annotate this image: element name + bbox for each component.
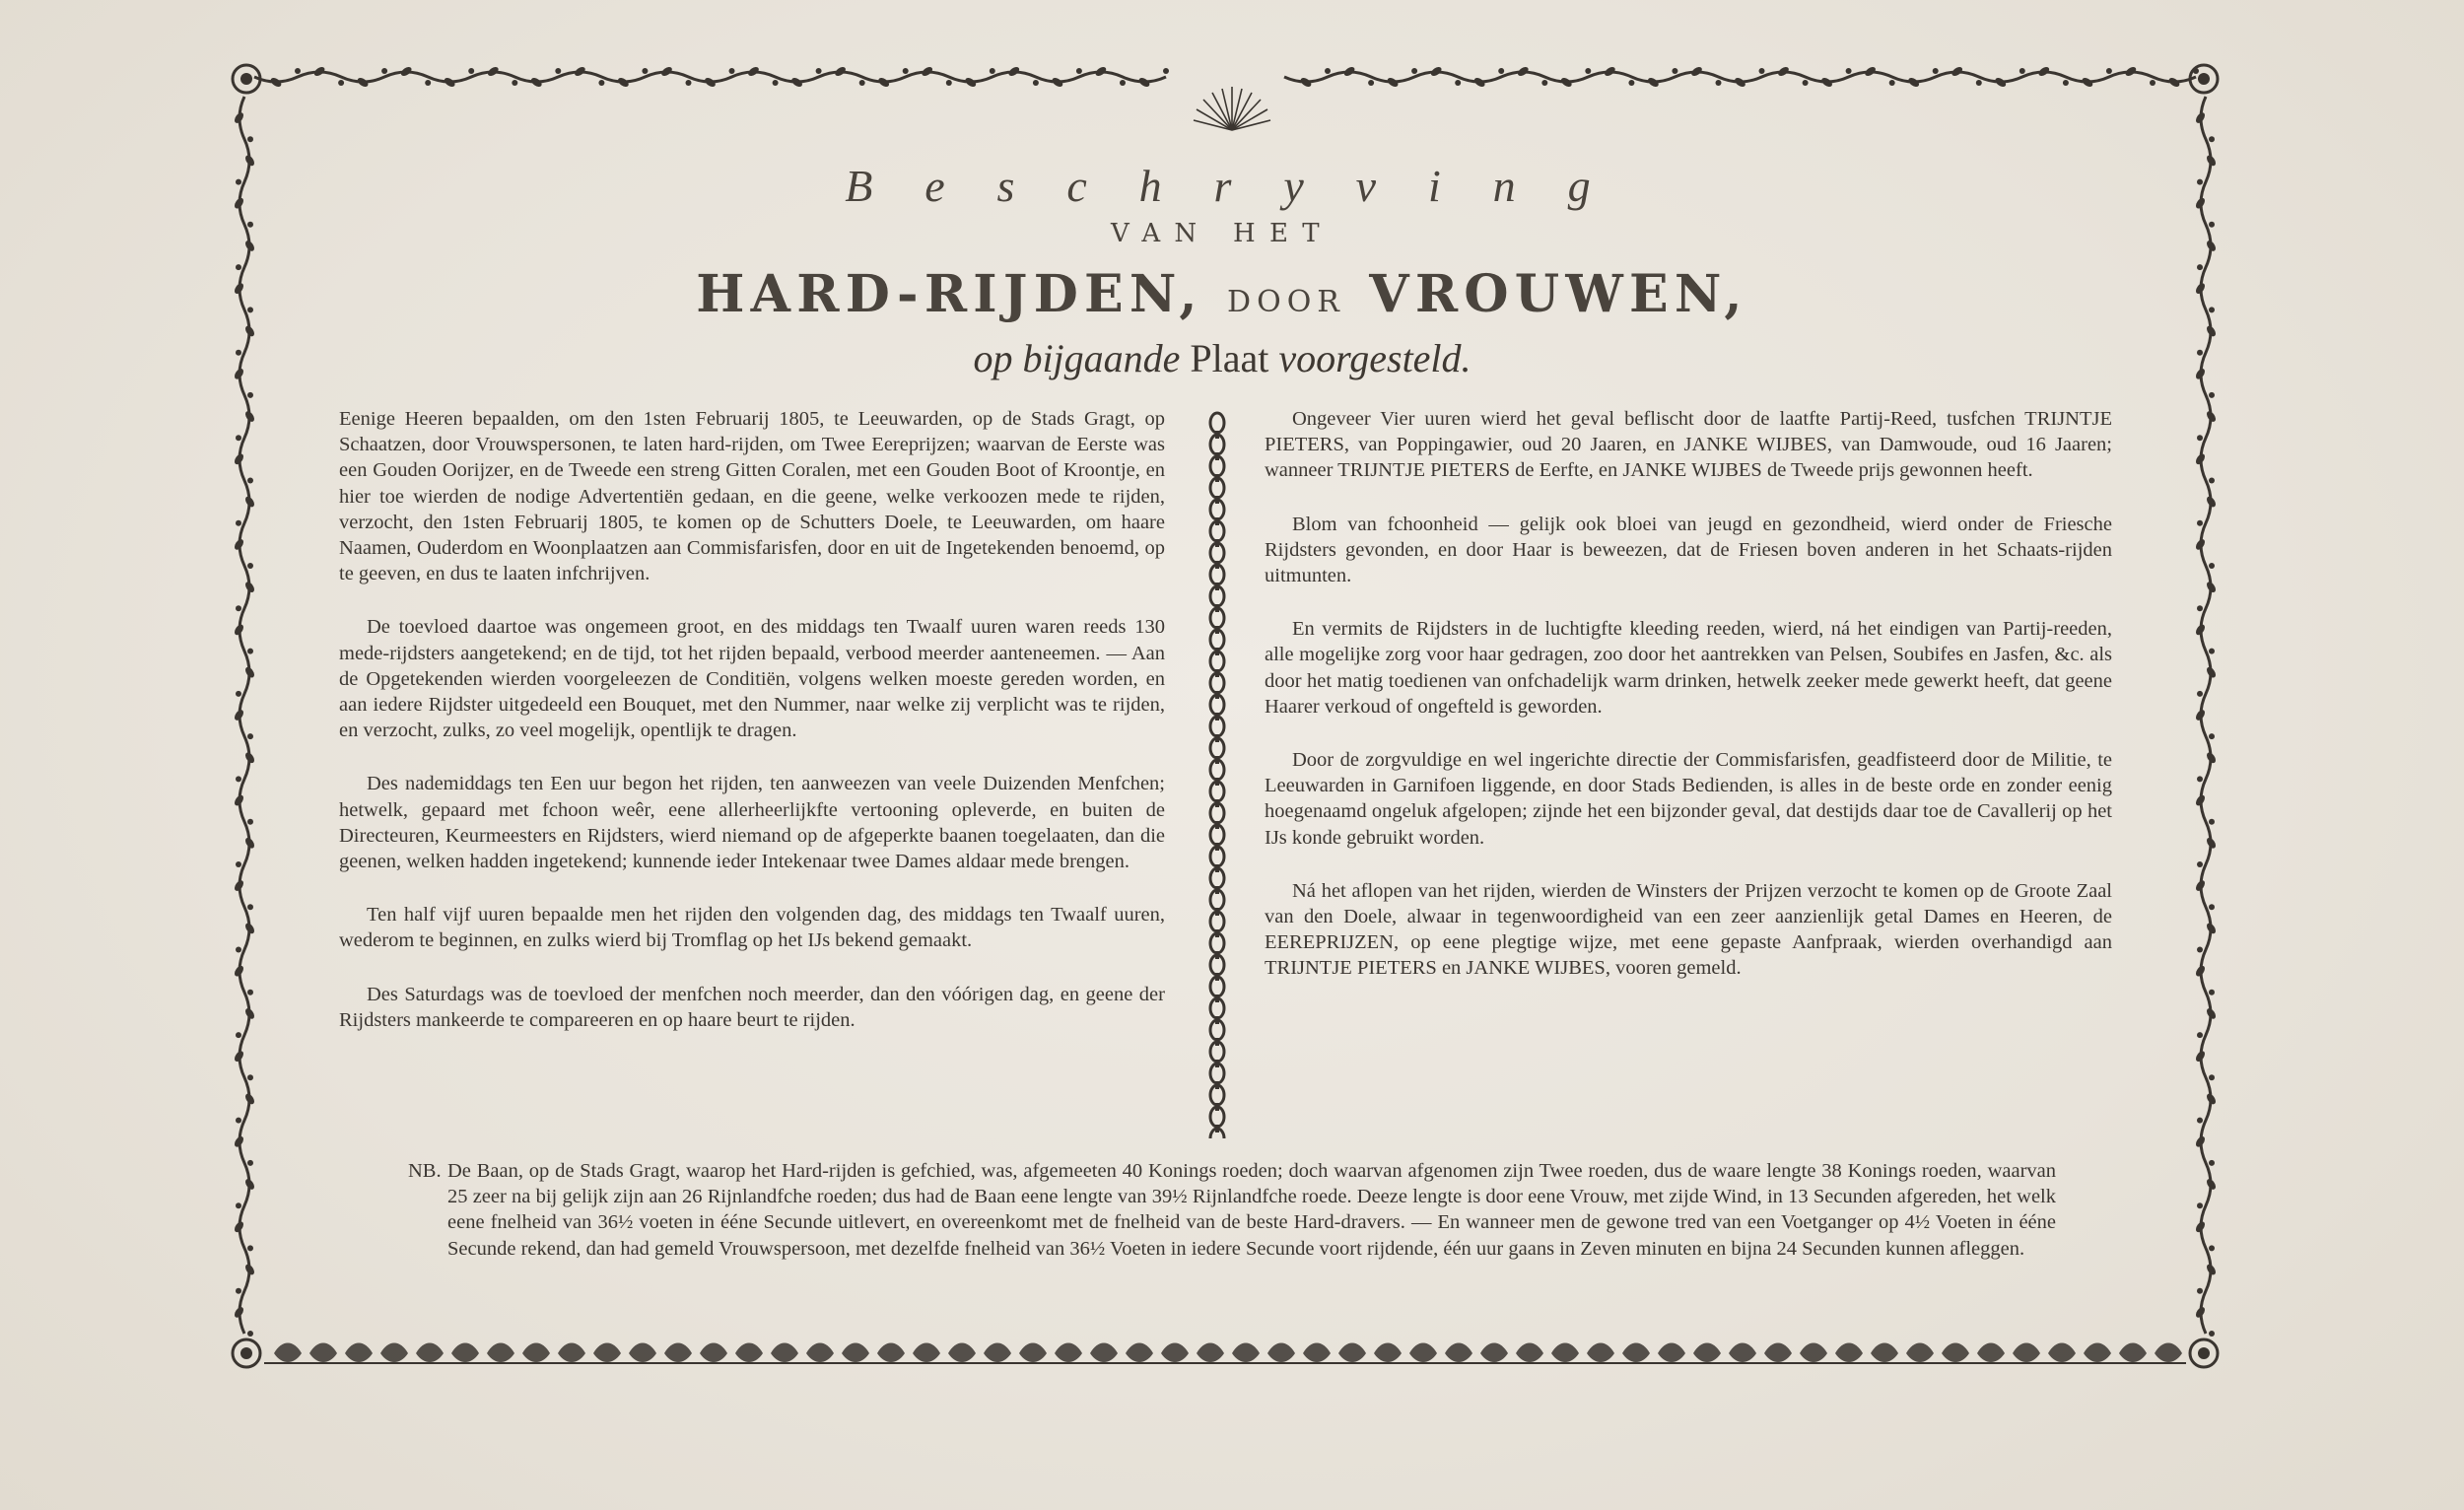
tagline-part-c: voorgesteld.	[1278, 336, 1472, 380]
tagline-part-b: Plaat	[1190, 336, 1269, 380]
title-script: B e s c h r y v i n g	[845, 161, 1600, 211]
title-sub: VAN HET	[1111, 219, 1334, 248]
tagline-part-a: op bijgaande	[973, 336, 1181, 380]
chain-divider	[1204, 409, 1230, 1138]
left-paragraph: Des Saturdags was de toevloed der menfchen noch meerder, dan den vóórigen dag, en geene der Rijdsters mankeerde te compareeren en op haare beurt te rijden.	[339, 983, 1165, 1031]
right-paragraph: Ná het aflopen van het rijden, wierden de Winsters der Prijzen verzocht te komen op de Groote Zaal van den Doele, alwaar in tegenwoordigheid van een zeer aanzienlijk getal Dames en Heeren, de EEREPRIJZEN, op eene plegtige wijze, met eene gepaste Aanfpraak, wierden overhandigd aan TRIJNTJE PIETERS en JANKE WIJBES, vooren gemeld.	[1265, 879, 2112, 980]
left-column	[339, 406, 1165, 1061]
right-paragraph: En vermits de Rijdsters in de luchtigfte kleeding reeden, wierd, ná het eindigen van Partij-reeden, alle mogelijke zorg voor haar gedragen, zoo door het aantrekken van Pelsen, Soubifes en Jasfen, &c. als door het matig toedienen van onfchadelijk warm drinken, hetwelk zeeker mede gewerkt heeft, dat geene Haarer verkoud of ongefteld is geworden.	[1265, 618, 2112, 718]
right-paragraph: Ongeveer Vier uuren wierd het geval beflischt door de laatfte Partij-Reed, tusfchen TRIJNTJE PIETERS, van Poppingawier, oud 20 Jaaren, en JANKE WIJBES, van Damwoude, oud 16 Jaaren; wanneer TRIJNTJE PIETERS de Eerfte, en JANKE WIJBES de Tweede prijs gewonnen heeft.	[1265, 408, 2112, 482]
right-paragraph: Door de zorgvuldige en wel ingerichte directie der Commisfarisfen, geadfisteerd door de Militie, te Leeuwarden in Garnifoen liggende, en door Stads Bedienden, is alles in de beste orde en zonder eenig hoegenaamd ongeluk afgelopen; zijnde het een bijzonder geval, dat destijds daar toe de Cavallerij op het IJs konde gebruikt worden.	[1265, 749, 2112, 849]
nb-note	[408, 1158, 2056, 1262]
left-paragraph: Ten half vijf uuren bepaalde men het rijden den volgenden dag, des middags ten Twaalf uuren, wederom te beginnen, en zulks wierd bij Tromflag op het IJs bekend gemaakt.	[339, 904, 1165, 952]
title-main	[335, 264, 2109, 324]
title-main-mid: DOOR	[1227, 285, 1345, 319]
left-paragraph: Eenige Heeren bepaalden, om den 1sten Februarij 1805, te Leeuwarden, op de Stads Gragt, op Schaatzen, door Vrouwspersonen, te laten hard-rijden, om Twee Eereprijzen; waarvan de Eerste was een Gouden Oorijzer, en de Tweede een streng Gitten Coralen, met een Gouden Boot of Kroontje, en hier toe wierden de nodige Advertentiën gedaan, en die geene, welke verkoozen mede te rijden, verzocht, den 1sten Februarij 1805, te komen op de Schutters Doele, te Leeuwarden, om haare Naamen, Ouderdom en Woonplaatzen aan Commisfarisfen, door en uit de Ingetekenden benoemd, op te geeven, en dus te laaten infchrijven.	[339, 408, 1165, 585]
nb-label: NB.	[408, 1160, 442, 1182]
right-paragraph: Blom van fchoonheid — gelijk ook bloei van jeugd en gezondheid, wierd onder de Friesche Rijdsters gevonden, en door Haar is beweezen, dat de Friesen boven anderen in het Schaats-rijden uitmunten.	[1265, 513, 2112, 587]
tagline	[335, 335, 2109, 381]
right-column	[1265, 406, 2112, 1009]
title-main-left: HARD-RIJDEN,	[696, 264, 1203, 324]
nb-text: De Baan, op de Stads Gragt, waarop het Hard-rijden is gefchied, was, afgemeeten 40 Konings roeden; doch waarvan afgenomen zijn Twee roeden, dus de waare lengte 38 Konings roeden, waarvan 25 zeer na bij gelijk zijn aan 26 Rijnlandfche roeden; dus had de Baan eene lengte van 39½ Rijnlandfche roede. Deeze lengte is door eene Vrouw, met zijde Wind, in 13 Secunden afgereden, het welk eene fnelheid van 36½ voeten in ééne Secunde uitlevert, en overeenkomt met de fnelheid van de beste Hard-dravers. — En wanneer men de gewone tred van een Voetganger op 4½ Voeten in ééne Secunde rekend, dan had gemeld Vrouwspersoon, met dezelfde fnelheid van 36½ Voeten in iedere Secunde voort rijdende, één uur gaans in Zeven minuten en bijna 24 Secunden kunnen afleggen.	[447, 1160, 2056, 1260]
left-paragraph: Des nademiddags ten Een uur begon het rijden, ten aanweezen van veele Duizenden Menfchen; hetwelk, gepaard met fchoon weêr, eene allerheerlijkfte vertooning opleverde, en buiten de Directeuren, Keurmeesters en Rijdsters, wierd niemand op de afgeperkte baanen toegelaaten, dan die geenen, welken hadden ingetekend; kunnende ieder Intekenaar twee Dames aldaar mede brengen.	[339, 773, 1165, 873]
title-main-right: VROUWEN,	[1369, 264, 1748, 324]
sunburst-ornament	[1193, 83, 1271, 132]
left-paragraph: De toevloed daartoe was ongemeen groot, en des middags ten Twaalf uuren waren reeds 130 mede-rijdsters aangetekend; en de tijd, tot het rijden bepaald, verbood meerder aanteneemen. — Aan de Opgetekenden wierden voorgeleezen de Conditiën, volgens welken moeste gereden worden, en aan iedere Rijdster uitgedeeld een Bouquet, met den Nummer, naar welke zij verplicht was te rijden, en verzocht, zulks, zo veel mogelijk, opentlijk te dragen.	[339, 616, 1165, 742]
